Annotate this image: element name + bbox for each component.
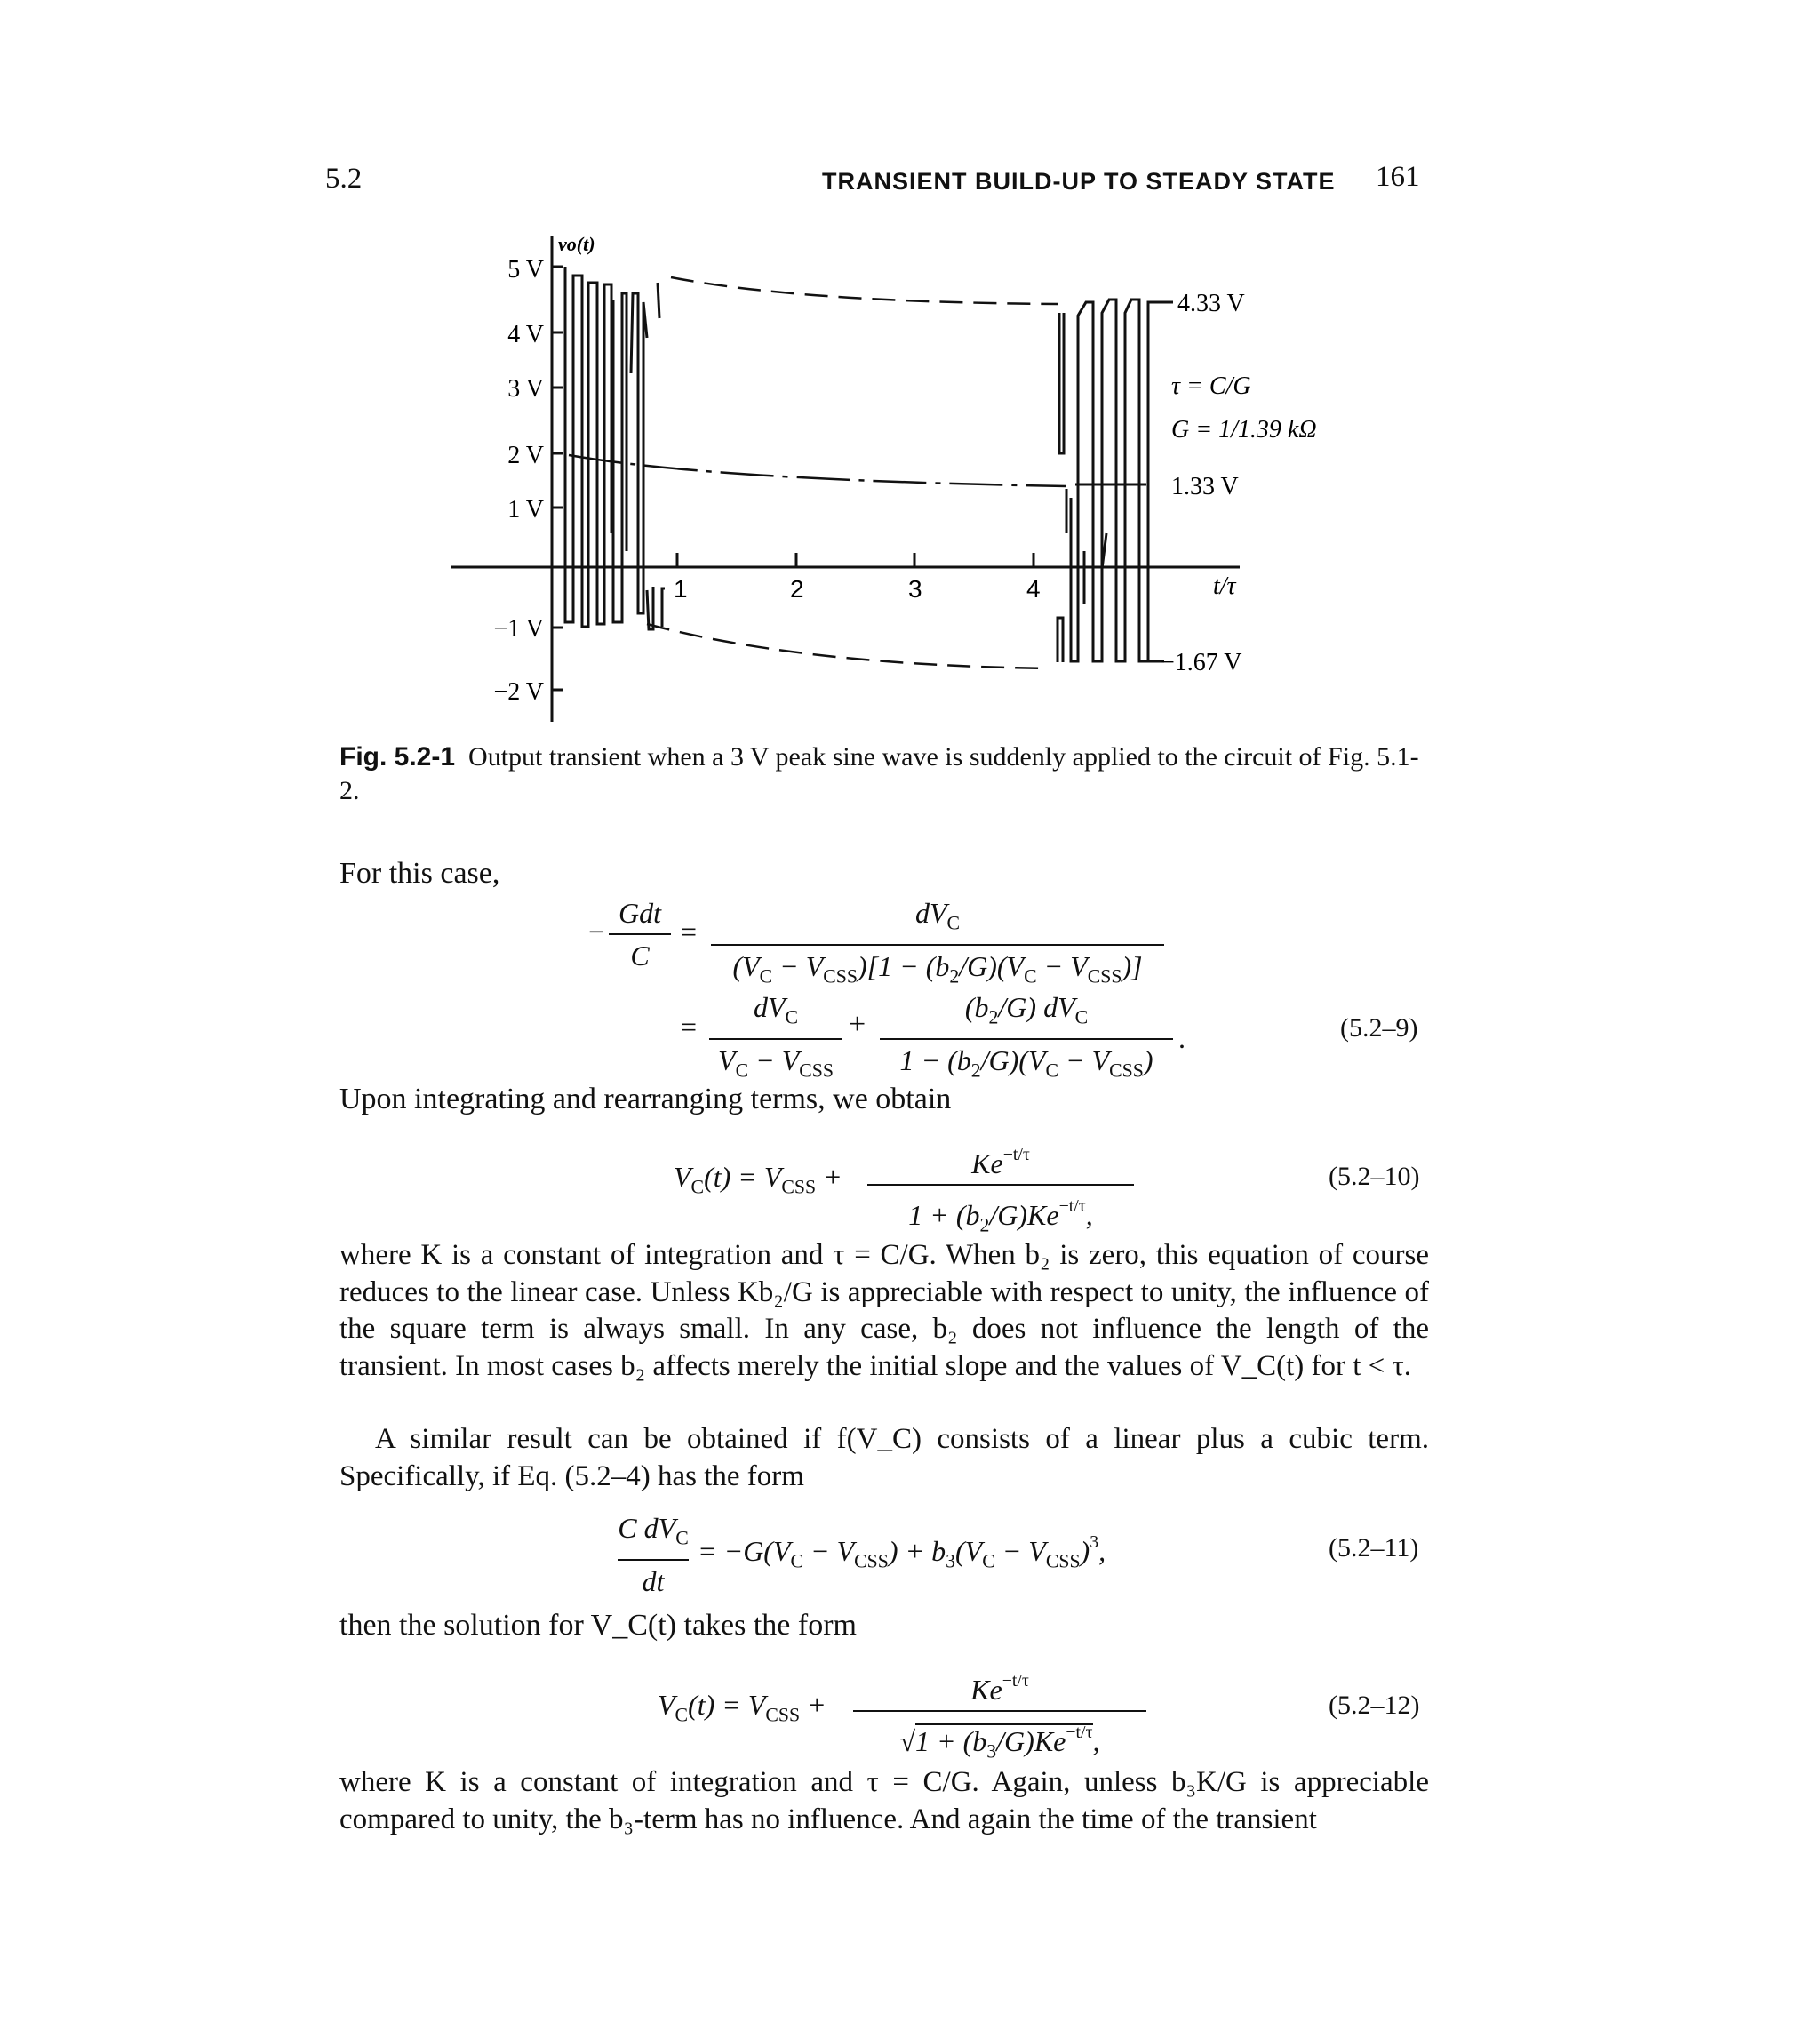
y-tick-label: 1 V (507, 496, 544, 524)
paragraph-3: where K is a constant of integration and τ = C/G. Again, unless b₃K/G is appreciable compared to unity, the b₃-term has no influence. And again the time of the transient (339, 1766, 1429, 1835)
y-tick-label: −2 V (493, 678, 544, 706)
mid-level-label: 1.33 V (1171, 473, 1239, 500)
tau-label: τ = C/G (1171, 372, 1251, 400)
eq11-number: (5.2–11) (1329, 1533, 1419, 1563)
y-tick-label: 2 V (507, 442, 544, 469)
conductance-label: G = 1/1.39 kΩ (1171, 416, 1317, 444)
section-number: 5.2 (325, 163, 363, 195)
eq9-lhs-fraction: Gdt C (609, 896, 671, 972)
eq9-number: (5.2–9) (1340, 1013, 1418, 1043)
eq9-term2: $(b_2/G)$ $dV_C$ $1 - (b_2/G)(V_C - V_{CSS})$ (880, 990, 1173, 1087)
eq9-plus: + (849, 1008, 866, 1041)
eq9-equals: = (681, 916, 698, 948)
caption-label: Fig. 5.2-1 (339, 742, 456, 772)
eq9-equals-2: = (681, 1011, 698, 1043)
eq12-fraction: $Ke^{-t/\tau}$ $√1 + (b_3/G)Ke^{-t/\tau}$, (853, 1664, 1146, 1768)
lower-level-label: −1.67 V (1161, 649, 1242, 676)
waveform-figure (0, 0, 1820, 738)
running-title: TRANSIENT BUILD-UP TO STEADY STATE (822, 168, 1336, 195)
eq10-fraction: $Ke^{-t/\tau}$ $1 + (b_2/G)Ke^{-t/\tau}$, (867, 1138, 1134, 1242)
eq11-lhs-fraction: C $dV_C$ dt (618, 1512, 689, 1597)
y-axis-label: vo(t) (558, 233, 595, 255)
intro-line: For this case, (339, 857, 500, 890)
integrating-line: Upon integrating and rearranging terms, we obtain (339, 1083, 952, 1115)
caption-text: Output transient when a 3 V peak sine wave is suddenly applied to the circuit of Fig. 5.1-2. (339, 742, 1419, 805)
paragraph-2: A similar result can be obtained if f(V_C) consists of a linear plus a cubic term. Specifically, if Eq. (5.2–4) has the form (339, 1423, 1429, 1492)
page-number: 161 (1376, 161, 1420, 193)
eq10-number: (5.2–10) (1329, 1162, 1420, 1191)
eq9-term1: $dV_C$ $V_C - V_{CSS}$ (709, 990, 842, 1087)
eq11-rhs: = $-G(V_C - V_{CSS}) + b_3(V_C - V_{CSS})^3$, (698, 1532, 1106, 1572)
solution-line: then the solution for V_C(t) takes the form (339, 1609, 857, 1642)
eq9-period: . (1178, 1022, 1185, 1054)
eq12-number: (5.2–12) (1329, 1691, 1420, 1720)
y-tick-label: −1 V (493, 615, 544, 643)
eq9-rhs-fraction: $dV_C$ $(V_C - V_{CSS})[1 - (b_2/G)(V_C - V_{CSS})]$ (711, 896, 1164, 993)
y-tick-label: 5 V (507, 256, 544, 284)
paragraph-1: where K is a constant of integration and τ = C/G. When b₂ is zero, this equation of course reduces to the linear case. Unless Kb₂/G is appreciable with respect to unity, the influence of the square term is always small. In any case, b₂ does not influence the length of the transient. In most cases b₂ affects merely the initial slope and the values of V_C(t) for t < τ. (339, 1239, 1429, 1382)
x-tick-label: 1 (674, 575, 688, 603)
eq12-lhs: $V_C(t) = V_{CSS}$ + (658, 1689, 826, 1726)
y-tick-label: 4 V (507, 321, 544, 348)
eq10-lhs: $V_C(t) = V_{CSS}$ + (674, 1161, 842, 1198)
eq9-minus: − (587, 916, 606, 948)
figure-caption (339, 740, 1429, 808)
x-tick-label: 2 (790, 575, 804, 603)
x-tick-label: 4 (1026, 575, 1041, 603)
x-axis-label: t/τ (1213, 572, 1236, 600)
y-tick-label: 3 V (507, 375, 544, 403)
x-tick-label: 3 (908, 575, 922, 603)
upper-level-label: 4.33 V (1177, 290, 1245, 317)
